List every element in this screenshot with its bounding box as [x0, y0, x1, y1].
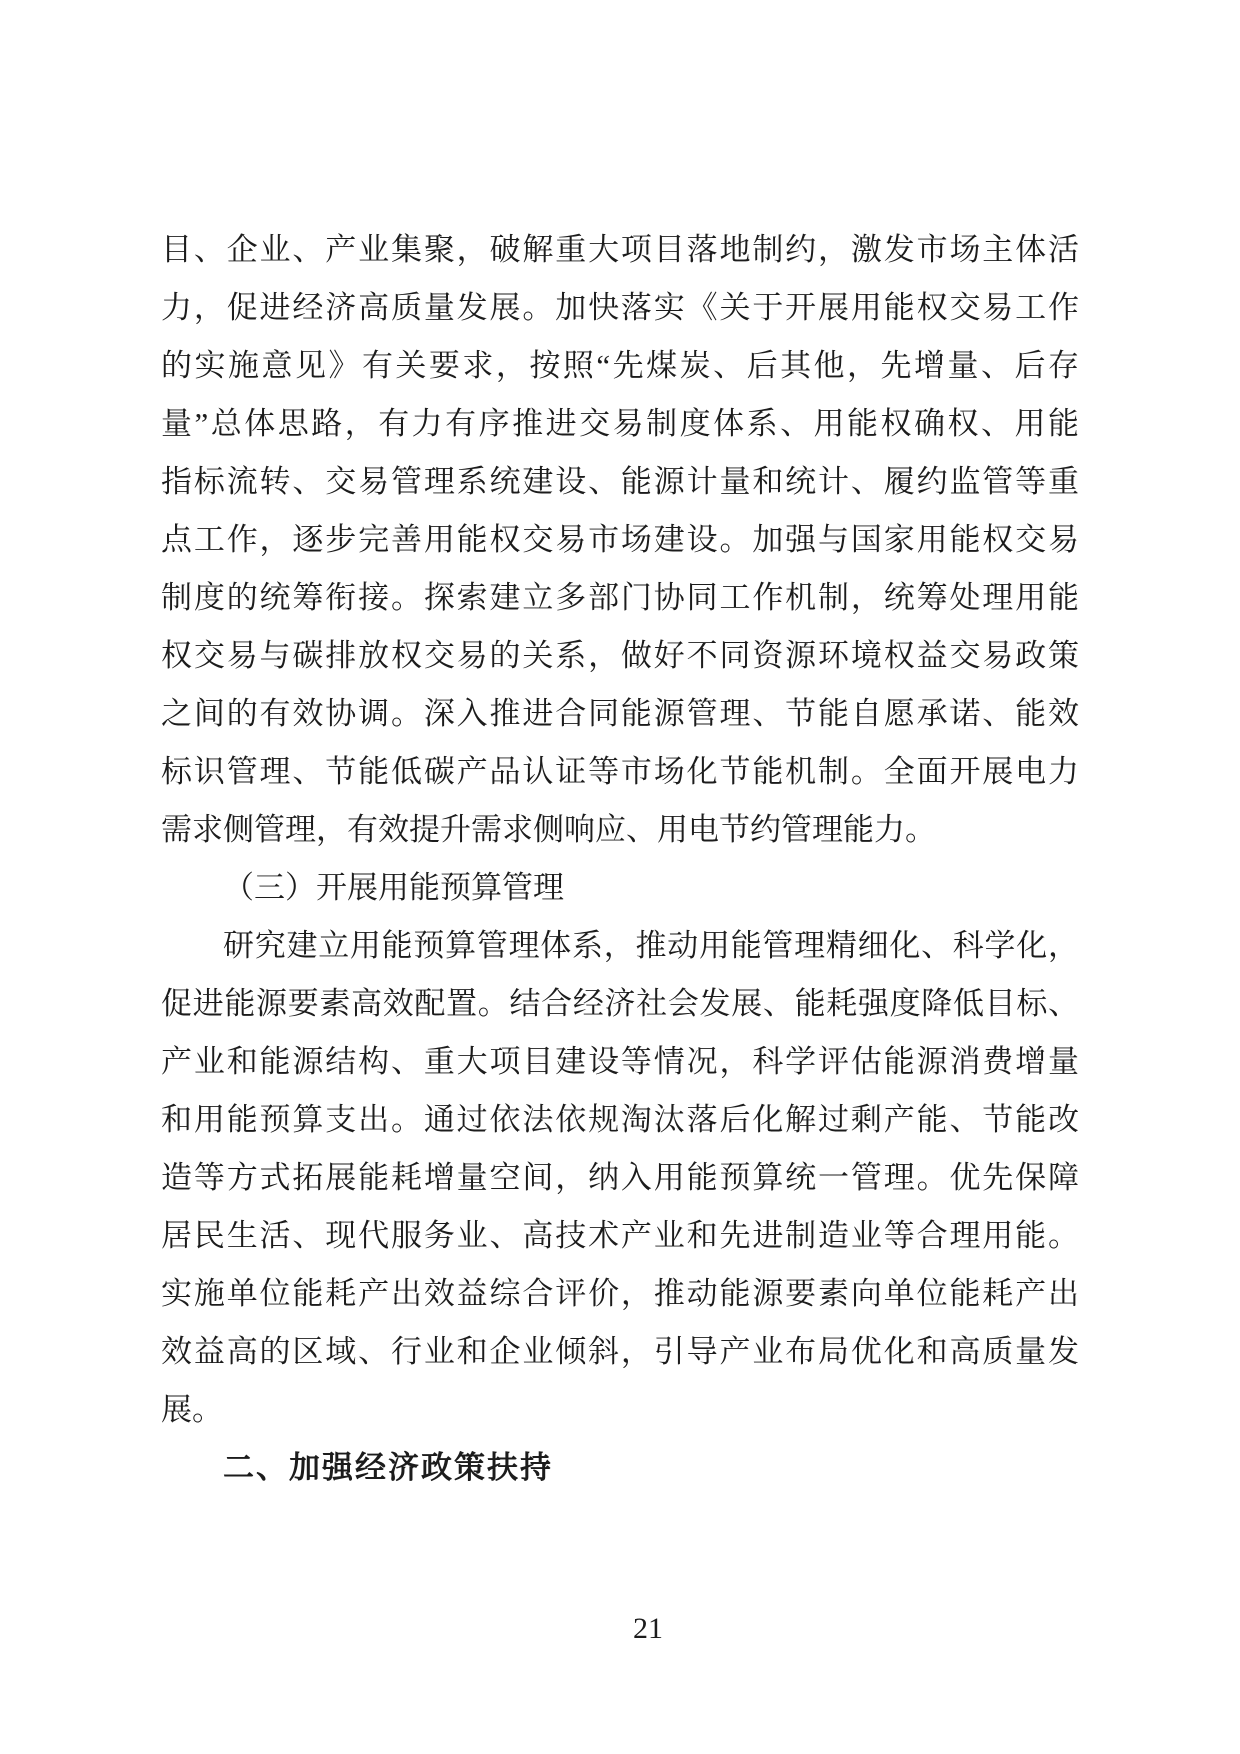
body-line: 研究建立用能预算管理体系，推动用能管理精细化、科学化，: [223, 928, 1079, 963]
subsection-heading: （三）开展用能预算管理: [223, 870, 564, 905]
body-line: 和用能预算支出。通过依法依规淘汰落后化解过剩产能、节能改: [161, 1102, 1079, 1137]
body-line: 造等方式拓展能耗增量空间，纳入用能预算统一管理。优先保障: [161, 1160, 1079, 1195]
body-line: 标识管理、节能低碳产品认证等市场化节能机制。全面开展电力: [161, 754, 1079, 789]
body-line: 促进能源要素高效配置。结合经济社会发展、能耗强度降低目标、: [161, 986, 1079, 1021]
section-heading: 二、加强经济政策扶持: [223, 1450, 553, 1485]
body-line-paragraph-end: 需求侧管理，有效提升需求侧响应、用电节约管理能力。: [161, 812, 936, 847]
body-line: 制度的统筹衔接。探索建立多部门协同工作机制，统筹处理用能: [161, 580, 1079, 615]
page-number: 21: [633, 1612, 663, 1645]
text-block: [161, 221, 1079, 1497]
body-line: 量”总体思路，有力有序推进交易制度体系、用能权确权、用能: [161, 406, 1079, 441]
body-line: 之间的有效协调。深入推进合同能源管理、节能自愿承诺、能效: [161, 696, 1079, 731]
body-line: 指标流转、交易管理系统建设、能源计量和统计、履约监管等重: [161, 464, 1079, 499]
body-line: 实施单位能耗产出效益综合评价，推动能源要素向单位能耗产出: [161, 1276, 1079, 1311]
body-line: 力，促进经济高质量发展。加快落实《关于开展用能权交易工作: [161, 290, 1079, 325]
body-line-paragraph-end: 展。: [161, 1392, 223, 1427]
body-line: 效益高的区域、行业和企业倾斜，引导产业布局优化和高质量发: [161, 1334, 1079, 1369]
body-line: 权交易与碳排放权交易的关系，做好不同资源环境权益交易政策: [161, 638, 1079, 673]
body-line: 目、企业、产业集聚，破解重大项目落地制约，激发市场主体活: [161, 232, 1079, 267]
body-line: 点工作，逐步完善用能权交易市场建设。加强与国家用能权交易: [161, 522, 1079, 557]
body-line: 居民生活、现代服务业、高技术产业和先进制造业等合理用能。: [161, 1218, 1079, 1253]
body-line: 的实施意见》有关要求，按照“先煤炭、后其他，先增量、后存: [161, 348, 1079, 383]
body-line: 产业和能源结构、重大项目建设等情况，科学评估能源消费增量: [161, 1044, 1079, 1079]
